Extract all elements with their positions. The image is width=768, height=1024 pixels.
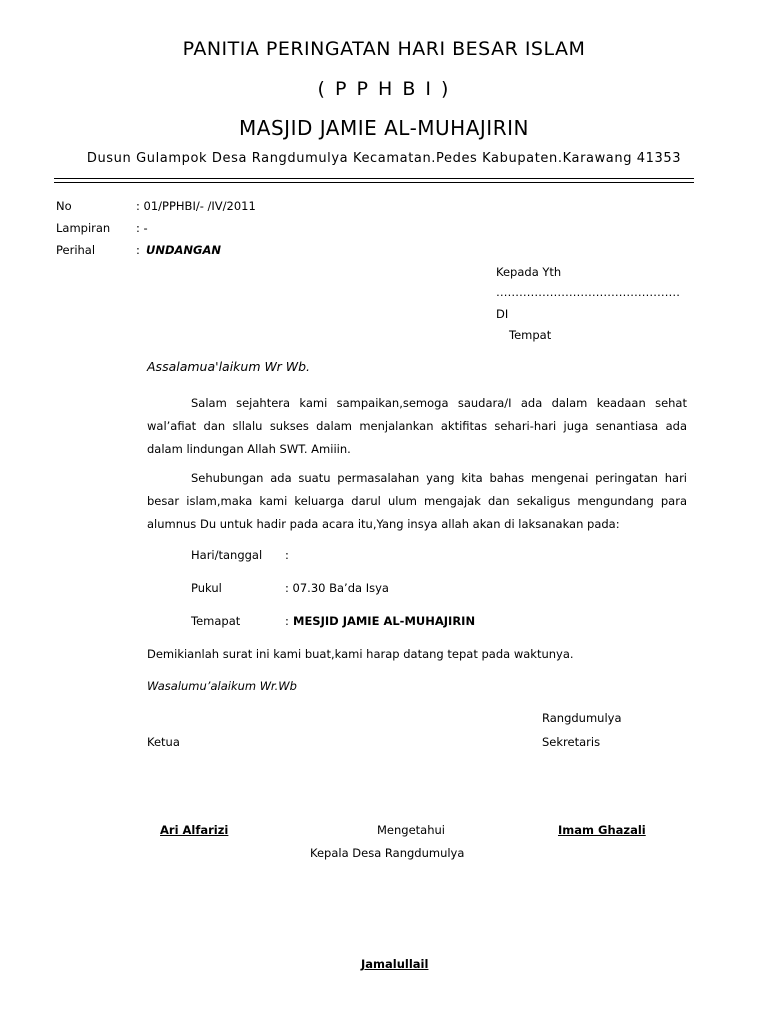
ketua-name: Ari Alfarizi — [160, 823, 229, 837]
paragraph-1 — [147, 392, 687, 461]
mengetahui-label: Mengetahui — [377, 823, 445, 837]
tempat-value: MESJID JAMIE AL-MUHAJIRIN — [293, 614, 476, 628]
hari-label: Hari/tanggal — [191, 548, 263, 562]
perihal-value: UNDANGAN — [146, 243, 221, 257]
address-line: Dusun Gulampok Desa Rangdumulya Kecamatan.Pedes Kabupaten.Karawang 41353 — [86, 151, 682, 166]
paragraph-1-line: wal’afiat dan sllalu sukses dalam menjalankan aktifitas sehari-hari juga senantiasa ada — [147, 419, 687, 433]
closing-salam: Wasalumu’alaikum Wr.Wb — [147, 679, 297, 693]
paragraph-2 — [147, 467, 687, 536]
kepala-desa-name: Jamalullail — [361, 957, 429, 971]
recipient-tempat: Tempat — [509, 328, 552, 342]
paragraph-1-line: dalam lindungan Allah SWT. Amiiin. — [147, 442, 351, 456]
sekretaris-title: Sekretaris — [542, 735, 601, 749]
perihal-label: Perihal — [56, 243, 96, 257]
recipient-kepada: Kepada Yth — [496, 265, 562, 279]
no-value: : 01/PPHBI/- /IV/2011 — [136, 199, 256, 213]
ketua-title: Ketua — [147, 735, 180, 749]
perihal-colon: : — [136, 243, 140, 257]
paragraph-1-line: Salam sejahtera kami sampaikan,semoga saudara/I ada dalam keadaan sehat — [191, 396, 687, 410]
greeting: Assalamua'laikum Wr Wb. — [147, 359, 311, 374]
header-divider-thin — [54, 182, 694, 183]
hari-value: : — [285, 548, 289, 562]
signature-place: Rangdumulya — [542, 711, 622, 725]
recipient-di: DI — [496, 307, 509, 321]
pukul-label: Pukul — [191, 581, 222, 595]
recipient-dots: ………………………………………… — [496, 285, 680, 299]
kepala-desa-title: Kepala Desa Rangdumulya — [310, 846, 465, 860]
lampiran-label: Lampiran — [56, 221, 111, 235]
tempat-colon: : — [285, 614, 289, 628]
org-title: PANITIA PERINGATAN HARI BESAR ISLAM — [182, 38, 586, 60]
tempat-label: Temapat — [191, 614, 241, 628]
paragraph-2-line: Sehubungan ada suatu permasalahan yang kita bahas mengenai peringatan hari — [191, 471, 687, 485]
paragraph-2-line: besar islam,maka kami keluarga darul ulum mengajak dan sekaligus mengundang para — [147, 494, 687, 508]
org-abbreviation: ( P P H B I ) — [317, 78, 451, 100]
paragraph-2-line: alumnus Du untuk hadir pada acara itu,Yang insya allah akan di laksanakan pada: — [147, 517, 620, 531]
sekretaris-name: Imam Ghazali — [558, 823, 646, 837]
pukul-value: : 07.30 Ba’da Isya — [285, 581, 389, 595]
lampiran-value: : - — [136, 221, 148, 235]
header-divider-thick — [54, 178, 694, 179]
mosque-name: MASJID JAMIE AL-MUHAJIRIN — [239, 116, 529, 140]
closing-text: Demikianlah surat ini kami buat,kami harap datang tepat pada waktunya. — [147, 647, 574, 661]
no-label: No — [56, 199, 72, 213]
